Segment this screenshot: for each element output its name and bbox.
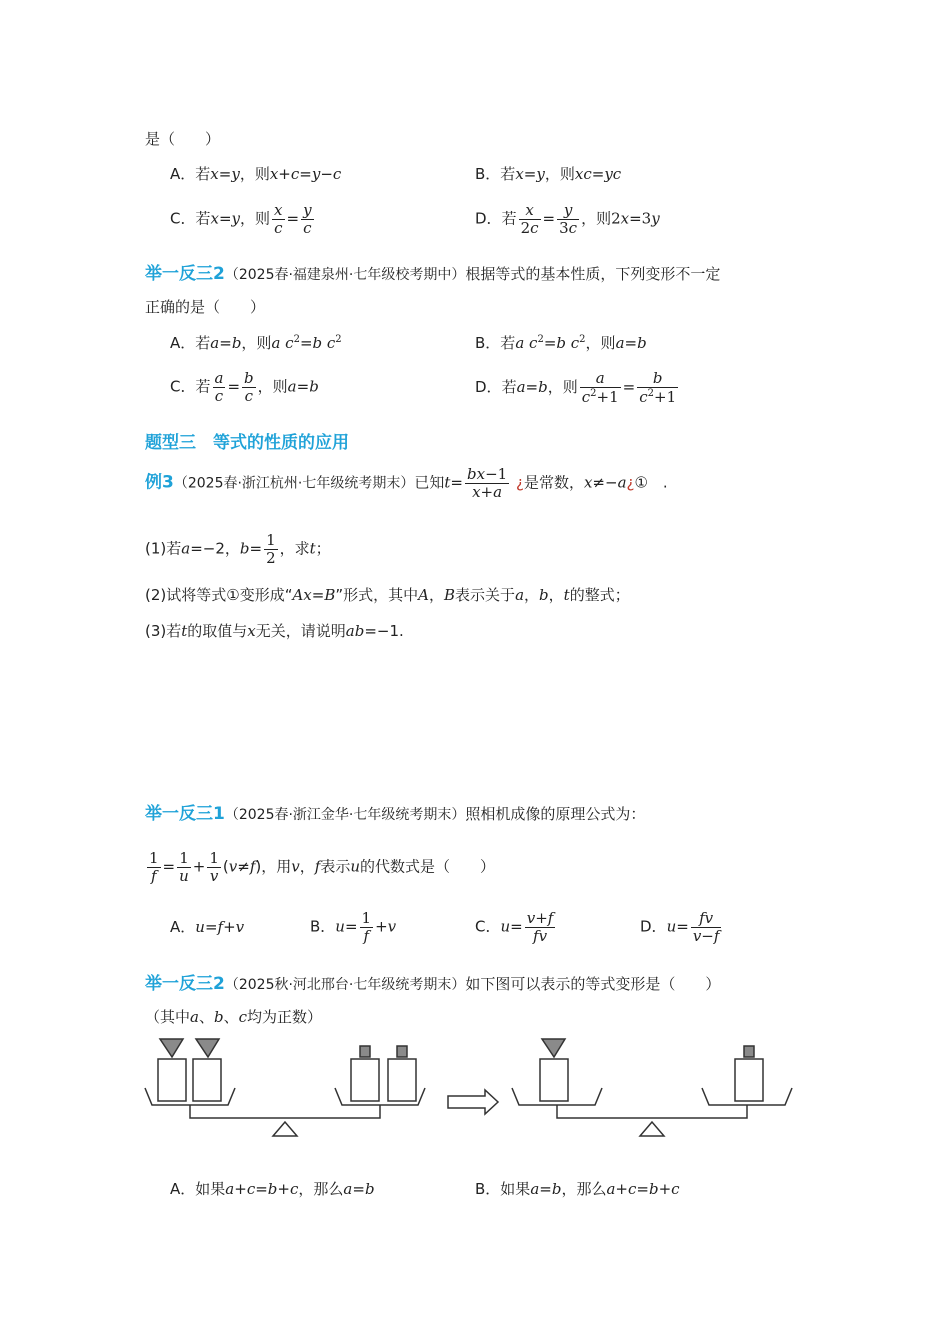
- question-source: （2025秋·河北邢台·七年级统考期末）: [224, 977, 466, 993]
- part-2: (2)试将等式①变形成“Ax=B”形式，其中A，B表示关于a，b，t的整式；: [145, 586, 630, 604]
- option-b-label: B．: [310, 917, 336, 936]
- example-heading: 例3: [145, 472, 174, 493]
- option-a-label: A．: [170, 1180, 196, 1198]
- option-a-label: A．: [170, 165, 196, 183]
- question-source: （2025春·浙江金华·七年级统考期末）: [224, 807, 466, 823]
- question-stem-cont: 正确的是（ ）: [145, 298, 266, 316]
- option-a-label: A．: [170, 918, 196, 936]
- example-fraction: $\frac{bx-1}{x+a}$: [467, 465, 508, 501]
- option-a[interactable]: A．若a=b，则a $c^2=b$ $c^2$: [170, 334, 342, 352]
- question-stem-end: 是（ ）: [145, 130, 221, 148]
- part-1: (1)若a=−2，b= $\frac{1}{2}$ ，求t；: [145, 531, 331, 567]
- option-b[interactable]: B．u= $\frac{1}{f}$ +v: [310, 909, 397, 945]
- option-d[interactable]: D．若 $\frac{x}{2c}$ = $\frac{y}{3c}$ ，则2x=3y: [475, 201, 660, 237]
- option-d-label: D．: [640, 917, 667, 936]
- option-b-label: B．: [475, 165, 501, 183]
- question-source: （2025春·福建泉州·七年级校考期中）: [224, 267, 466, 283]
- question-stem: 根据等式的基本性质，下列变形不一定: [465, 265, 721, 283]
- formula-line: $\frac{1}{f}$ = $\frac{1}{u}$ + $\frac{1}{v}$ (v≠f)，用v，f表示u的代数式是（ ）: [149, 849, 496, 885]
- example-stem-prefix: 已知: [414, 473, 445, 492]
- option-a-label: A．: [170, 334, 196, 352]
- option-d-label: D．: [475, 209, 502, 228]
- question-stem: 照相机成像的原理公式为：: [465, 805, 646, 823]
- option-c[interactable]: C．若x=y，则 $\frac{x}{c}$ = $\frac{y}{c}$: [170, 201, 312, 237]
- option-a[interactable]: A．若x=y，则x+c=y−c: [170, 165, 342, 183]
- question-2-heading-line: [145, 259, 720, 284]
- question-3-heading-line: [145, 799, 645, 824]
- example-3-line: 例3（2025春·浙江杭州·七年级统考期末）已知t= $\frac{bx-1}{x+a}$ ¿是常数，x≠−a¿① .: [145, 465, 668, 501]
- option-a[interactable]: A．u=f+v: [170, 918, 245, 936]
- example-source: （2025春·浙江杭州·七年级统考期末）: [173, 475, 415, 492]
- option-c-label: C．: [170, 377, 196, 396]
- option-d[interactable]: D．若a=b，则 $\frac{a}{c^2+1}$ = $\frac{b}{c^2+1}$: [475, 369, 677, 406]
- option-b-label: B．: [475, 1180, 501, 1198]
- option-d-label: D．: [475, 378, 502, 396]
- question-4-heading-line: [145, 969, 720, 994]
- option-a[interactable]: A．如果a+c=b+c，那么a=b: [170, 1180, 375, 1198]
- option-c-label: C．: [170, 209, 196, 228]
- section-title: 题型三 等式的性质的应用: [145, 433, 349, 453]
- option-b[interactable]: B．若a $c^2=b$ $c^2$，则a=b: [475, 334, 647, 352]
- question-note: （其中a、b、c均为正数）: [145, 1008, 323, 1026]
- option-c[interactable]: C．u= $\frac{v+f}{fv}$: [475, 909, 554, 945]
- balance-diagram: [140, 1030, 810, 1145]
- arrow-icon: [448, 1090, 498, 1114]
- part-3: (3)若t的取值与x无关，请说明ab=−1.: [145, 622, 404, 640]
- option-b[interactable]: B．如果a=b，那么a+c=b+c: [475, 1180, 680, 1198]
- option-c-label: C．: [475, 917, 501, 936]
- right-balance-scale: [512, 1039, 792, 1136]
- question-heading: 举一反三2: [145, 264, 225, 284]
- option-d[interactable]: D．u= $\frac{fv}{v-f}$: [640, 909, 720, 945]
- option-b[interactable]: B．若x=y，则xc=yc: [475, 165, 622, 183]
- question-stem: 如下图可以表示的等式变形是（ ）: [465, 975, 721, 993]
- option-c[interactable]: C．若 $\frac{a}{c}$ = $\frac{b}{c}$ ，则a=b: [170, 369, 319, 405]
- question-heading: 举一反三2: [145, 974, 225, 994]
- option-b-label: B．: [475, 334, 501, 352]
- question-heading: 举一反三1: [145, 804, 225, 824]
- example-stem-mid: 是常数，: [523, 473, 584, 492]
- left-balance-scale: [145, 1039, 425, 1136]
